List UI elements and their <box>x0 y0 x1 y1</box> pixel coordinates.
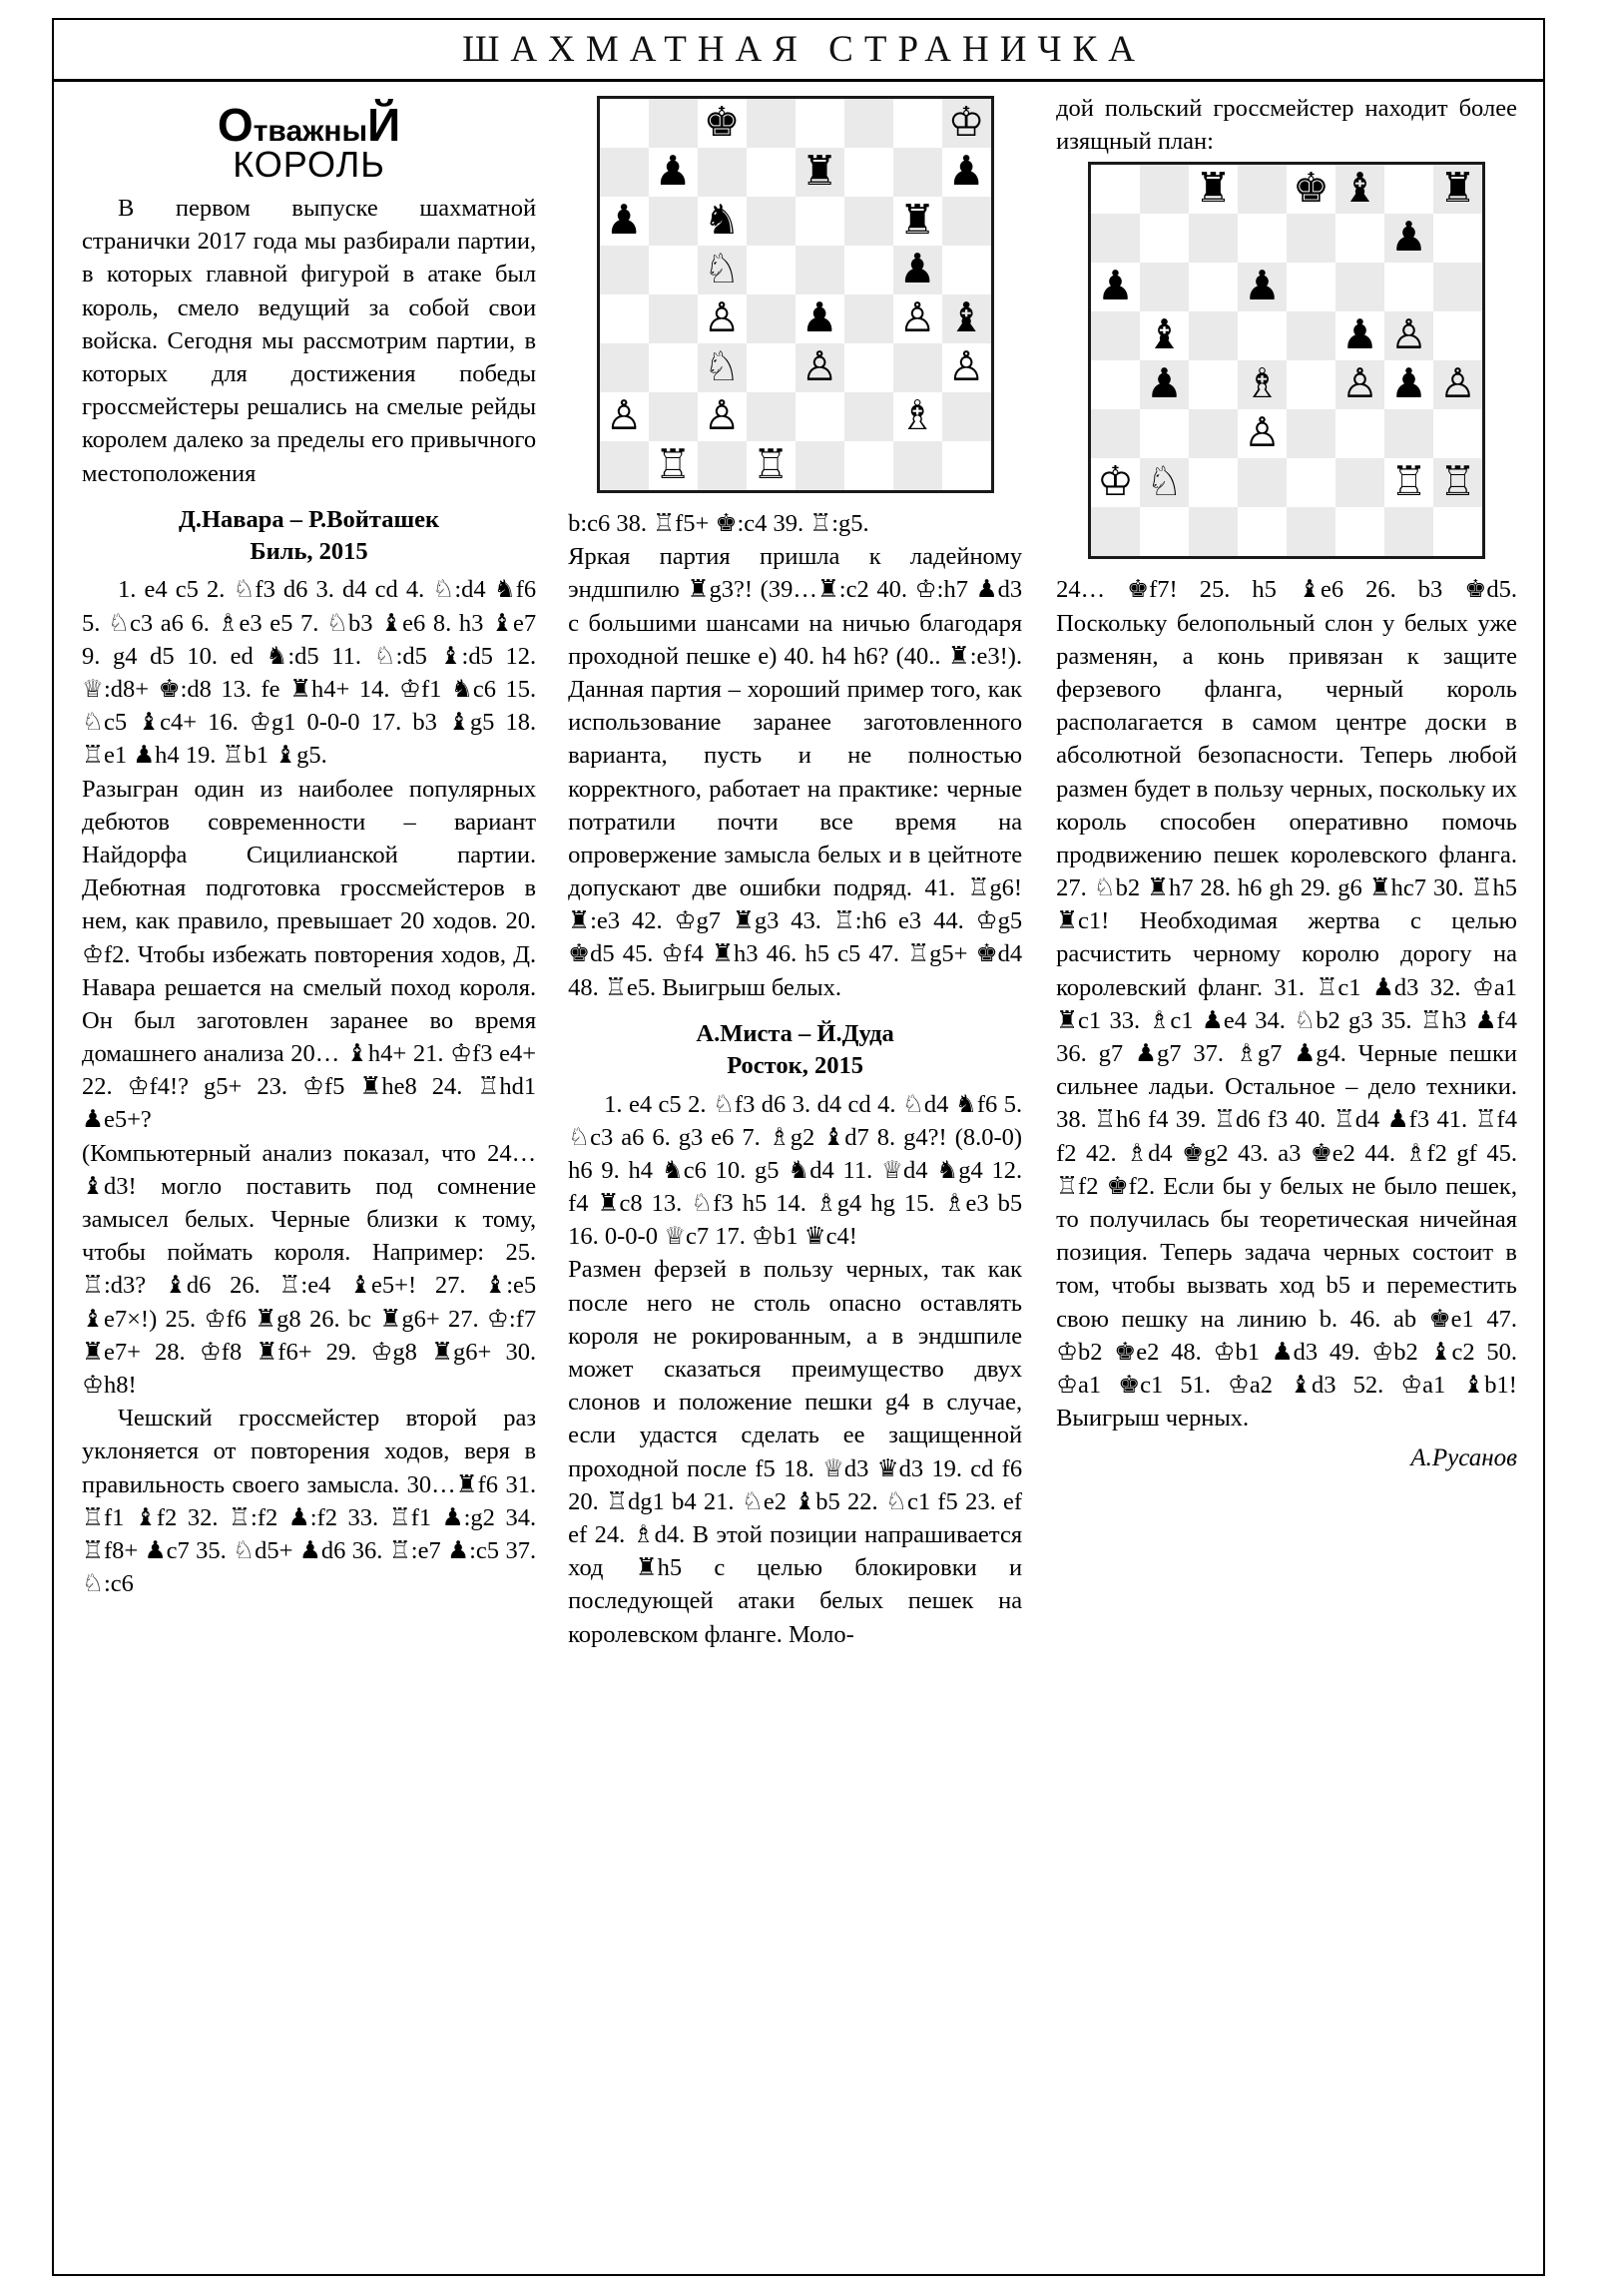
game1-commentary-1: Разыгран один из наиболее популярных дебютов современности – вариант Найдорфа Сицилианской партии. Дебютная подготовка гроссмейстеров в нем, как правило, превышает 20 ходов. 20. ♔f2. Чтобы избежать повторения ходов, Д. Навара решается на смелый поход короля. Он был заготовлен заранее во время домашнего анализа 20… ♝h4+ 21. ♔f3 e4+ 22. ♔f4!? g5+ 23. ♔f5 ♜he8 24. ♖hd1 ♟e5+? <box>82 775 537 1134</box>
chess-piece: ♚ <box>703 99 741 146</box>
board-square <box>1140 311 1189 360</box>
board-square <box>796 441 844 490</box>
board-square <box>698 441 747 490</box>
chess-piece: ♗ <box>898 392 936 439</box>
board-square <box>893 343 942 392</box>
game2-commentary: Размен ферзей в пользу черных, так как после него не столь опасно оставлять короля не рокированным, а в эндшпиле может сказаться преимущество двух слонов и положение пешки g4 в случае, если удастся сделать ее защищенной проходной после f5 18. ♕d3 ♛d3 19. cd f6 20. ♖dg1 b4 21. ♘e2 ♝b5 22. ♘c1 f5 23. ef ef 24. ♗d4. В этой позиции напрашивается ход ♜h5 с целью блокировки и последующей атаки белых пешек на королевском фланге. Моло- <box>568 1256 1023 1648</box>
board-square <box>1189 311 1238 360</box>
board-square <box>1335 458 1384 507</box>
board-square <box>893 441 942 490</box>
board-square <box>1287 214 1335 263</box>
board-square <box>893 392 942 441</box>
chess-board-1 <box>597 96 994 493</box>
board-square <box>649 441 698 490</box>
chess-piece: ♙ <box>703 294 741 341</box>
chess-piece: ♟ <box>898 246 936 292</box>
column3-intro: дой польский гроссмейстер находит более изящный план: <box>1056 95 1517 156</box>
board-square <box>1140 263 1189 311</box>
board-square <box>1433 165 1482 214</box>
board-square <box>1238 165 1287 214</box>
board-square <box>1287 165 1335 214</box>
chess-piece: ♝ <box>947 294 985 341</box>
board-square <box>1335 311 1384 360</box>
chess-piece: ♖ <box>1390 458 1427 506</box>
board-square <box>1384 507 1433 556</box>
board-square <box>844 441 893 490</box>
board-square <box>1384 214 1433 263</box>
board-square <box>942 392 991 441</box>
board-square <box>600 441 649 490</box>
board-square <box>1091 360 1140 409</box>
chess-piece: ♘ <box>1146 458 1183 506</box>
board-square <box>698 246 747 294</box>
chess-piece: ♙ <box>605 392 643 439</box>
board-square <box>1189 214 1238 263</box>
board-square <box>942 343 991 392</box>
game2-header <box>568 1018 1022 1082</box>
board-square <box>1140 458 1189 507</box>
chess-piece: ♔ <box>947 99 985 146</box>
board-square <box>1384 458 1433 507</box>
column-1 <box>72 92 552 1651</box>
game1-analysis: Яркая партия пришла к ладейному эндшпилю ♜g3?! (39…♜:c2 40. ♔:h7 ♟d3 с большими шансами на ничью благодаря проходной пешке e) 40. h4 h6? (40.. ♜:e3!). Данная партия – хороший пример того, как использование заранее заготовленного варианта, пусть и не полностью корректного, работает на практике: черные потратили почти все время на опровержение замысла белых и в цейтноте допускают две ошибки подряд. 41. ♖g6! ♜:e3 42. ♔g7 ♜g3 43. ♖:h6 e3 44. ♔g5 ♚d5 45. ♔f4 ♜h3 46. h5 c5 47. ♖g5+ ♚d4 48. ♖e5. Выигрыш белых. <box>568 543 1023 1001</box>
board-square <box>1189 165 1238 214</box>
newspaper-page <box>52 18 1545 2276</box>
board-square <box>1238 311 1287 360</box>
board-square <box>844 197 893 246</box>
board-square <box>1384 263 1433 311</box>
chess-piece: ♙ <box>898 294 936 341</box>
board-square <box>600 197 649 246</box>
board-square <box>649 343 698 392</box>
board-square <box>844 343 893 392</box>
board-square <box>1189 458 1238 507</box>
board-square <box>1433 360 1482 409</box>
game1-commentary-2: (Компьютерный анализ показал, что 24…♝d3! могло поставить под сомнение замысел белых. Черные близки к тому, чтобы поймать короля. Например: 25. ♖:d3? ♝d6 26. ♖:e4 ♝e5+! 27. ♝:e5 ♝e7×!) 25. ♔f6 ♜g8 26. bc ♜g6+ 27. ♔:f7 ♜e7+ 28. ♔f8 ♜f6+ 29. ♔g8 ♜g6+ 30. ♔h8! <box>82 1139 537 1399</box>
board-square <box>796 148 844 197</box>
board-square <box>1189 409 1238 458</box>
board-square <box>1140 409 1189 458</box>
chess-piece: ♟ <box>947 148 985 195</box>
chess-piece: ♖ <box>752 441 790 488</box>
chess-piece: ♙ <box>703 392 741 439</box>
board-square <box>893 99 942 148</box>
title-cap-o: О <box>217 99 254 151</box>
game2-place: Росток, 2015 <box>727 1051 864 1079</box>
board-square <box>698 343 747 392</box>
board-square <box>844 392 893 441</box>
board-square <box>1091 409 1140 458</box>
masthead-title: ШАХМАТНАЯ СТРАНИЧКА <box>462 29 1146 70</box>
chess-piece: ♙ <box>1390 311 1427 359</box>
intro-paragraph: В первом выпуске шахматной странички 2017 года мы разбирали партии, в которых главной фигурой в атаке был король, смело ведущий за собой свои войска. Сегодня мы рассмотрим партии, в которых для достижения победы гроссмейстеры решались на смелые рейды королем далеко за пределы его привычного местоположения <box>82 195 537 487</box>
board-square <box>844 246 893 294</box>
author-signature: А.Русанов <box>1410 1444 1517 1472</box>
board-square <box>649 148 698 197</box>
board-square <box>698 99 747 148</box>
board-square <box>1384 311 1433 360</box>
board-square <box>1287 263 1335 311</box>
board-square <box>893 294 942 343</box>
board-square <box>649 392 698 441</box>
chess-piece: ♟ <box>1390 360 1427 408</box>
board-square <box>600 148 649 197</box>
chess-piece: ♘ <box>703 343 741 390</box>
board-square <box>747 99 796 148</box>
board-square <box>1091 263 1140 311</box>
chess-piece: ♟ <box>1097 263 1134 310</box>
board-square <box>747 343 796 392</box>
title-mid: тважны <box>253 115 368 148</box>
chess-piece: ♜ <box>898 197 936 244</box>
chess-piece: ♟ <box>654 148 692 195</box>
game1-place: Биль, 2015 <box>250 537 368 565</box>
board-square <box>1335 409 1384 458</box>
board-square <box>1238 507 1287 556</box>
chess-piece: ♟ <box>1146 360 1183 408</box>
board-square <box>1091 165 1140 214</box>
board-square <box>796 294 844 343</box>
board-square <box>1238 360 1287 409</box>
chess-piece: ♜ <box>1439 165 1476 213</box>
board-square <box>1287 507 1335 556</box>
board-square <box>844 148 893 197</box>
board-square <box>649 294 698 343</box>
chess-piece: ♙ <box>800 343 838 390</box>
board-square <box>1189 507 1238 556</box>
chess-piece: ♝ <box>1146 311 1183 359</box>
chess-piece: ♔ <box>1097 458 1134 506</box>
columns-container <box>54 82 1543 1651</box>
article-title-line1 <box>82 99 536 151</box>
game2-analysis: 24… ♚f7! 25. h5 ♝e6 26. b3 ♚d5. Поскольку белопольный слон у белых уже разменян, а конь привязан к защите ферзевого фланга, черный король располагается в самом центре доски в абсолютной безопасности. Теперь любой размен будет в пользу черных, поскольку их король способен оперативно помочь продвижению пешек королевского фланга. 27. ♘b2 ♜h7 28. h6 gh 29. g6 ♜hc7 30. ♖h5 ♜c1! Необходимая жертва с целью расчистить черному королю дорогу на королевский фланг. 31. ♖c1 ♟d3 32. ♔a1 ♜c1 33. ♗c1 ♟e4 34. ♘b2 g3 35. ♖h3 ♟f4 36. g7 ♟g7 37. ♗g7 ♟g4. Черные пешки сильнее ладьи. Остальное – дело техники. 38. ♖h6 f4 39. ♖d6 f3 40. ♖d4 ♟f3 41. ♖f4 f2 42. ♗d4 ♚g2 43. a3 ♚e2 44. ♗f2 gf 45. ♖f2 ♚f2. Если бы у белых не было пешек, то получилась бы теоретическая ничейная позиция. Теперь задача черных состоит в том, чтобы вызвать ход b5 и переместить свою пешку на линию b. 46. ab ♚e1 47. ♔b2 ♚e2 48. ♔b1 ♟d3 49. ♔b2 ♝c2 50. ♔a1 ♚c1 51. ♔a2 ♝d3 52. ♔a1 ♝b1! Выигрыш черных. <box>1056 576 1517 1433</box>
board-square <box>1384 409 1433 458</box>
game1-moves: 1. e4 c5 2. ♘f3 d6 3. d4 cd 4. ♘:d4 ♞f6 5. ♘c3 a6 6. ♗e3 e5 7. ♘b3 ♝e6 8. h3 ♝e7 9. g4 d5 10. ed ♞:d5 11. ♘:d5 ♝:d5 12. ♕:d8+ ♚:d8 13. fe ♜h4+ 14. ♔f1 ♞c6 15. ♘c5 ♝c4+ 16. ♔g1 0-0-0 17. b3 ♝g5 18. ♖e1 ♟h4 19. ♖b1 ♝g5. <box>82 576 537 770</box>
board-square <box>1335 263 1384 311</box>
board-square <box>698 197 747 246</box>
chess-piece: ♟ <box>1341 311 1378 359</box>
game2-players: А.Миста – Й.Дуда <box>696 1019 894 1047</box>
game1-players: Д.Навара – Р.Войташек <box>178 505 440 533</box>
board-square <box>796 343 844 392</box>
board-square <box>1238 263 1287 311</box>
article-title-line2: КОРОЛЬ <box>233 144 385 186</box>
board-square <box>747 392 796 441</box>
board-square <box>698 392 747 441</box>
chess-piece: ♜ <box>800 148 838 195</box>
board-square <box>747 441 796 490</box>
chess-piece: ♝ <box>1341 165 1378 213</box>
board-square <box>893 197 942 246</box>
board-square <box>1238 409 1287 458</box>
board-square <box>1433 311 1482 360</box>
board-square <box>1384 165 1433 214</box>
chess-piece: ♗ <box>1244 360 1281 408</box>
game1-commentary-3: Чешский гроссмейстер второй раз уклоняется от повторения ходов, веря в правильность своего замысла. 30…♜f6 31. ♖f1 ♝f2 32. ♖:f2 ♟:f2 33. ♖f1 ♟:g2 34. ♖f8+ ♟c7 35. ♘d5+ ♟d6 36. ♖:e7 ♟:c5 37. ♘:c6 <box>82 1405 537 1598</box>
board-square <box>1287 360 1335 409</box>
board-square <box>1238 214 1287 263</box>
board-square <box>1091 458 1140 507</box>
board-square <box>1140 507 1189 556</box>
chess-piece: ♙ <box>1439 360 1476 408</box>
board-square <box>1287 458 1335 507</box>
board-square <box>1335 214 1384 263</box>
chess-piece: ♘ <box>703 246 741 292</box>
column-2 <box>552 92 1038 1651</box>
chess-piece: ♖ <box>654 441 692 488</box>
game2-moves: 1. e4 c5 2. ♘f3 d6 3. d4 cd 4. ♘d4 ♞f6 5. ♘c3 a6 6. g3 e6 7. ♗g2 ♝d7 8. g4?! (8.0-0) h6 9. h4 ♞c6 10. g5 ♞d4 11. ♕d4 ♞g4 12. f4 ♜c8 13. ♘f3 h5 14. ♗g4 hg 15. ♗e3 b5 16. 0-0-0 ♕c7 17. ♔b1 ♛c4! <box>568 1090 1023 1251</box>
title-cap-i: Й <box>367 99 401 151</box>
chess-piece: ♟ <box>800 294 838 341</box>
board-square <box>1384 360 1433 409</box>
board-square <box>893 246 942 294</box>
chess-piece: ♙ <box>947 343 985 390</box>
board-square <box>1433 458 1482 507</box>
board-square <box>600 99 649 148</box>
board-square <box>942 99 991 148</box>
board-square <box>1140 165 1189 214</box>
board-square <box>796 197 844 246</box>
board-square <box>942 246 991 294</box>
chess-piece: ♖ <box>1439 458 1476 506</box>
board-square <box>1335 165 1384 214</box>
board-square <box>942 148 991 197</box>
board-square <box>698 148 747 197</box>
board-square <box>1189 360 1238 409</box>
board-square <box>747 197 796 246</box>
chess-piece: ♟ <box>1390 214 1427 262</box>
masthead <box>54 20 1543 82</box>
board-square <box>942 197 991 246</box>
board-square <box>1433 409 1482 458</box>
board-square <box>1091 214 1140 263</box>
board-square <box>796 99 844 148</box>
board-square <box>649 246 698 294</box>
board-square <box>1189 263 1238 311</box>
board-square <box>649 99 698 148</box>
board-square <box>1335 360 1384 409</box>
chess-board-2 <box>1088 162 1485 559</box>
board-square <box>600 343 649 392</box>
board-square <box>1433 507 1482 556</box>
chess-piece: ♙ <box>1244 409 1281 457</box>
board-square <box>1140 360 1189 409</box>
board-square <box>1091 311 1140 360</box>
board-square <box>844 294 893 343</box>
chess-piece: ♟ <box>605 197 643 244</box>
board-square <box>1287 311 1335 360</box>
board-square <box>893 148 942 197</box>
board-square <box>1433 214 1482 263</box>
board-square <box>698 294 747 343</box>
board-square <box>1238 458 1287 507</box>
board-square <box>942 294 991 343</box>
board-square <box>1287 409 1335 458</box>
chess-piece: ♙ <box>1341 360 1378 408</box>
board-square <box>796 392 844 441</box>
board-square <box>1335 507 1384 556</box>
board-square <box>649 197 698 246</box>
chess-piece: ♞ <box>703 197 741 244</box>
board-square <box>747 246 796 294</box>
column-3 <box>1038 92 1527 1651</box>
chess-piece: ♟ <box>1244 263 1281 310</box>
board-square <box>747 148 796 197</box>
article-title <box>82 99 536 186</box>
board-square <box>600 294 649 343</box>
board-square <box>844 99 893 148</box>
board-square <box>747 294 796 343</box>
chess-piece: ♚ <box>1293 165 1330 213</box>
board-square <box>1091 507 1140 556</box>
game1-header <box>82 504 536 568</box>
chess-piece: ♜ <box>1195 165 1232 213</box>
board-square <box>600 392 649 441</box>
board-square <box>1140 214 1189 263</box>
board-square <box>942 441 991 490</box>
board-square <box>600 246 649 294</box>
board-square <box>796 246 844 294</box>
game1-continuation: b:c6 38. ♖f5+ ♚:c4 39. ♖:g5. <box>568 510 869 537</box>
board-square <box>1433 263 1482 311</box>
